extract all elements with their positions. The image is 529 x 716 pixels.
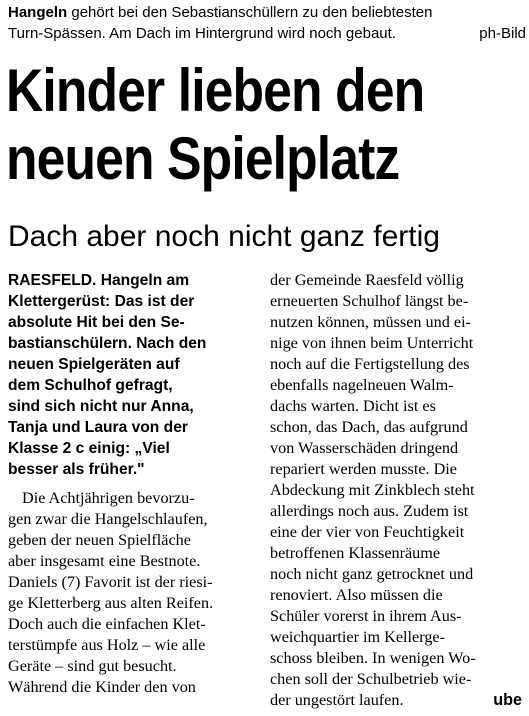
article-column-left	[8, 270, 256, 698]
body-line: betroffenen Klassenräume	[270, 544, 441, 562]
body-line: Doch auch die einfachen Klet-	[8, 615, 206, 633]
body-line: von Wasserschäden dringend	[270, 439, 459, 457]
author-initials: ube	[493, 691, 522, 709]
photo-caption	[8, 2, 526, 44]
body-line: noch auf die Fertigstellung des	[270, 355, 470, 373]
body-last-line	[270, 690, 522, 711]
lead-line: bastianschülern. Nach den	[8, 335, 207, 352]
article-column-right	[270, 270, 522, 711]
photo-credit: ph-Bild	[479, 25, 526, 42]
body-line: eine der vier von Feuchtigkeit	[270, 523, 465, 541]
lead-line: RAESFELD. Hangeln am	[8, 272, 190, 289]
lead-line: dem Schulhof gefragt,	[8, 377, 173, 394]
body-line: nige von ihnen beim Unterricht	[270, 334, 474, 352]
headline-line-1: Kinder lieben den	[6, 57, 425, 124]
body-line: der ungestört laufen.	[270, 691, 404, 709]
body-line: schoss bleiben. In wenigen Wo-	[270, 649, 476, 667]
lead-line: Klasse 2 c einig: „Viel	[8, 440, 170, 457]
article-body-left	[8, 488, 256, 698]
article-lead	[8, 270, 256, 480]
body-line: renoviert. Also müssen die	[270, 586, 443, 604]
lead-line: neuen Spielgeräten auf	[8, 356, 180, 373]
body-line: Die Achtjährigen bevorzu-	[22, 489, 195, 507]
body-line: gen zwar die Hangelschlaufen,	[8, 510, 208, 528]
body-line: Daniels (7) Favorit ist der riesi-	[8, 573, 213, 591]
body-line: aber insgesamt eine Bestnote.	[8, 552, 201, 570]
body-line: geben der neuen Spielfläche	[8, 531, 191, 549]
headline	[6, 57, 453, 193]
lead-line: Klettergerüst: Das ist der	[8, 293, 195, 310]
body-line: der Gemeinde Raesfeld völlig	[270, 271, 464, 289]
body-line: nutzen können, müssen und ei-	[270, 313, 471, 331]
headline-line-2: neuen Spielplatz	[6, 125, 400, 192]
body-line: dachs warten. Dicht ist es	[270, 397, 436, 415]
caption-line-2	[8, 23, 526, 44]
body-line: weichquartier im Kellerge-	[270, 628, 445, 646]
caption-name: Hangeln	[8, 4, 68, 21]
body-line: terstümpfe aus Holz – wie alle	[8, 636, 206, 654]
lead-line: sind sich nicht nur Anna,	[8, 398, 194, 415]
body-line: allerdings noch aus. Zudem ist	[270, 502, 469, 520]
caption-line-2-text: Turn-Spässen. Am Dach im Hintergrund wird noch gebaut.	[8, 25, 396, 42]
body-line: ebenfalls nagelneuen Walm-	[270, 376, 454, 394]
body-line: schon, das Dach, das aufgrund	[270, 418, 468, 436]
lead-line: absolute Hit bei den Se-	[8, 314, 185, 331]
caption-line-1	[8, 2, 526, 23]
body-line: repariert werden musste. Die	[270, 460, 457, 478]
lead-line: besser als früher."	[8, 461, 145, 478]
body-line: chen soll der Schulbetrieb wie-	[270, 670, 472, 688]
body-line: erneuerten Schulhof längst be-	[270, 292, 469, 310]
body-line: Schüler vorerst in ihrem Aus-	[270, 607, 462, 625]
lead-line: Tanja und Laura von der	[8, 419, 188, 436]
body-line: ge Kletterberg aus alten Reifen.	[8, 594, 214, 612]
body-line: Geräte – sind gut besucht.	[8, 657, 177, 675]
body-line: Während die Kinder den von	[8, 678, 196, 696]
caption-line-1-text: gehört bei den Sebastianschüllern zu den beliebtesten	[67, 4, 433, 21]
body-line: Abdeckung mit Zinkblech steht	[270, 481, 475, 499]
body-line: noch nicht ganz getrocknet und	[270, 565, 474, 583]
subheadline: Dach aber noch nicht ganz fertig	[8, 220, 440, 253]
